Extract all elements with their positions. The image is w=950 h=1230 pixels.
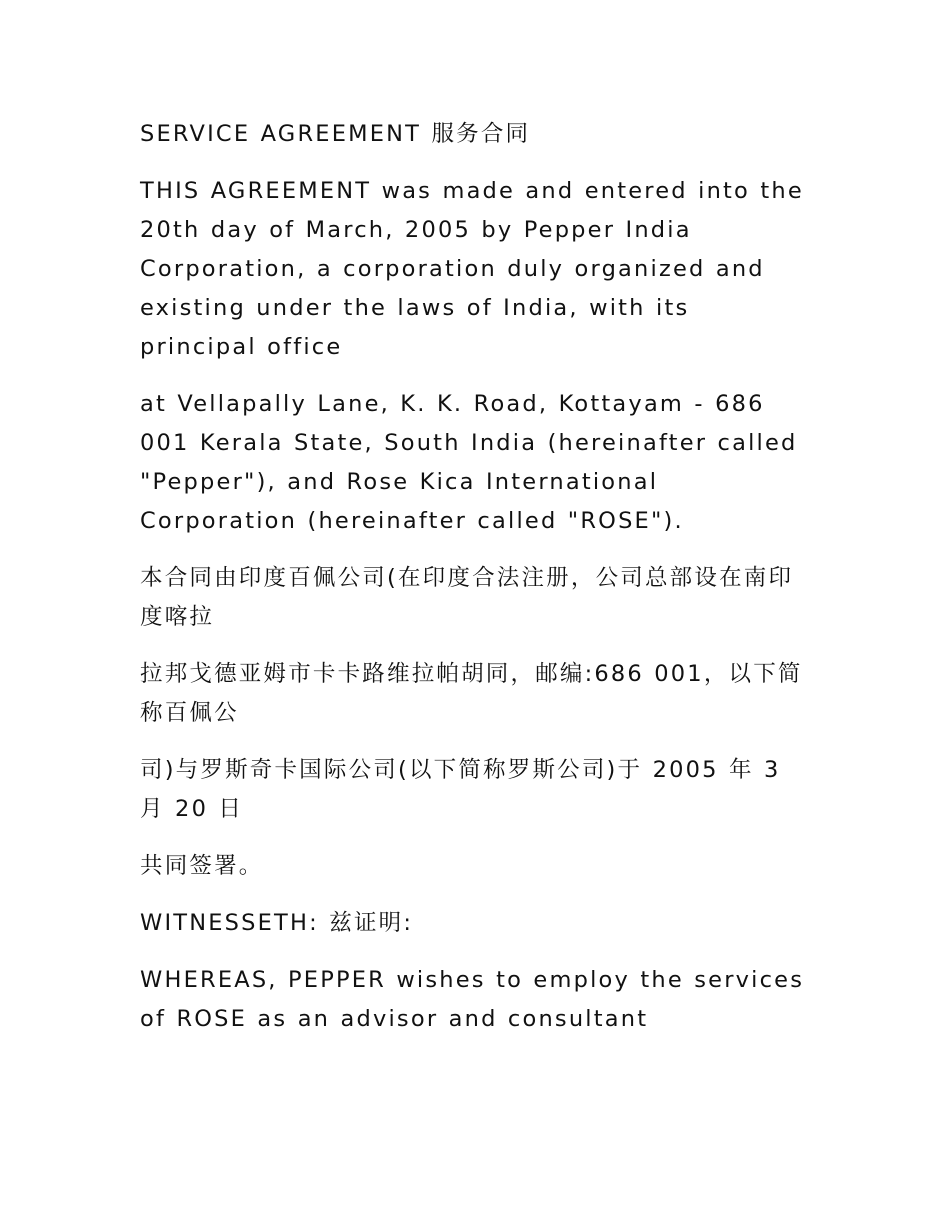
paragraph-chinese-4: 共同签署。 <box>140 853 264 879</box>
paragraph-chinese-2: 拉邦戈德亚姆市卡卡路维拉帕胡同，邮编:686 001，以下简称百佩公 <box>140 661 803 726</box>
document-title: SERVICE AGREEMENT 服务合同 <box>140 121 531 147</box>
paragraph-address: at Vellapally Lane, K. K. Road, Kottayam - 686 001 Kerala State, South India (hereinafter called "Pepper"), and Rose Kica International Corporation (hereinafter called "ROSE"). <box>140 391 798 534</box>
paragraph-whereas: WHEREAS, PEPPER wishes to employ the services of ROSE as an advisor and consultant <box>140 967 805 1032</box>
paragraph-agreement-intro: THIS AGREEMENT was made and entered into the 20th day of March, 2005 by Pepper India Corporation, a corporation duly organized and existing under the laws of India, with its principal office <box>140 178 804 360</box>
paragraph-chinese-3: 司)与罗斯奇卡国际公司(以下简称罗斯公司)于 2005 年 3 月 20 日 <box>140 757 781 822</box>
document-page <box>140 115 815 1057</box>
paragraph-chinese-1: 本合同由印度百佩公司(在印度合法注册，公司总部设在南印度喀拉 <box>140 565 794 630</box>
paragraph-witnesseth: WITNESSETH: 兹证明: <box>140 910 414 936</box>
